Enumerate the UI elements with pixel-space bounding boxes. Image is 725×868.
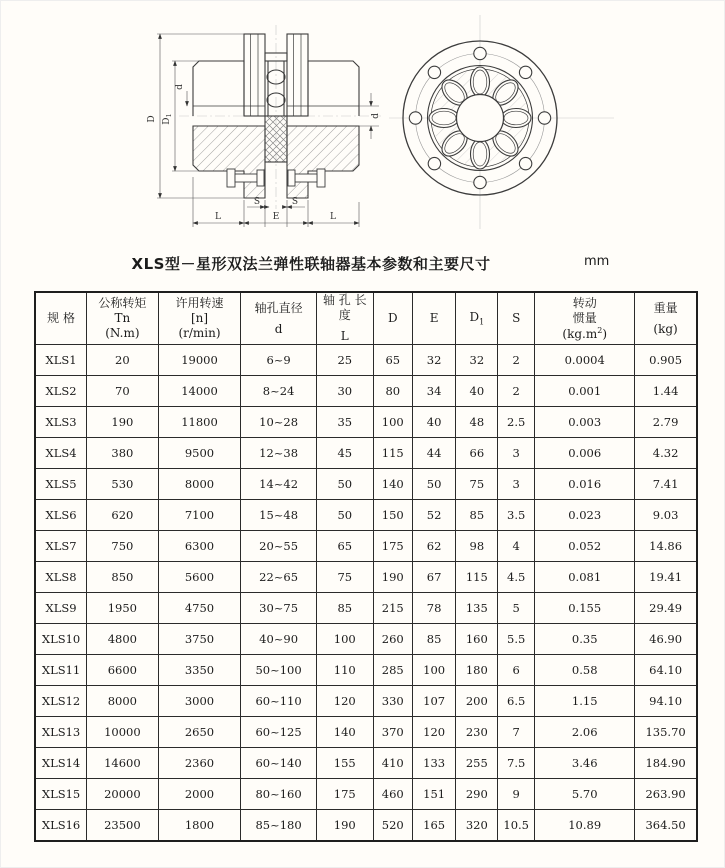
table-cell: 750: [87, 531, 158, 562]
table-row: [35, 345, 697, 376]
table-cell: 22~65: [241, 562, 316, 593]
unit-label: mm: [584, 254, 610, 269]
table-cell: 5.70: [535, 779, 635, 810]
table-row: [35, 748, 697, 779]
table-cell: 48: [456, 407, 498, 438]
table-cell: 60~140: [241, 748, 316, 779]
table-cell: 3: [498, 469, 535, 500]
table-row: [35, 717, 697, 748]
table-cell: 85: [316, 593, 373, 624]
table-cell: 3000: [158, 686, 241, 717]
table-cell: 32: [412, 345, 456, 376]
table-cell: 44: [412, 438, 456, 469]
table-cell: 32: [456, 345, 498, 376]
table-cell: 2650: [158, 717, 241, 748]
table-cell: 290: [456, 779, 498, 810]
table-cell: 7: [498, 717, 535, 748]
table-row: [35, 593, 697, 624]
table-cell: 30~75: [241, 593, 316, 624]
table-cell: 370: [373, 717, 412, 748]
table-cell: 2000: [158, 779, 241, 810]
table-cell: 140: [373, 469, 412, 500]
table-cell: 7100: [158, 500, 241, 531]
table-cell: 0.0004: [535, 345, 635, 376]
table-cell: 1800: [158, 810, 241, 842]
table-cell: 107: [412, 686, 456, 717]
table-cell: 34: [412, 376, 456, 407]
table-cell: 78: [412, 593, 456, 624]
table-cell: 50~100: [241, 655, 316, 686]
table-cell: 50: [316, 469, 373, 500]
table-cell: 120: [316, 686, 373, 717]
table-cell: 20~55: [241, 531, 316, 562]
table-cell: 60~110: [241, 686, 316, 717]
table-row: [35, 686, 697, 717]
dim-label-S-left: S: [253, 197, 261, 207]
dim-label-D1: $D_1$: [162, 113, 173, 125]
table-cell: 12~38: [241, 438, 316, 469]
table-cell: 5: [498, 593, 535, 624]
dim-label-L-right: L: [330, 212, 336, 222]
table-cell: 255: [456, 748, 498, 779]
table-row: [35, 810, 697, 842]
table-cell: 100: [373, 407, 412, 438]
title-row: [1, 253, 725, 275]
table-cell: 3.46: [535, 748, 635, 779]
table-cell: 52: [412, 500, 456, 531]
table-cell: 0.58: [535, 655, 635, 686]
table-cell: 11800: [158, 407, 241, 438]
header-weight: 重量 (kg): [635, 292, 697, 345]
table-cell: 0.35: [535, 624, 635, 655]
table-row: [35, 500, 697, 531]
table-row: [35, 655, 697, 686]
table-cell: 165: [412, 810, 456, 842]
table-cell: 2.06: [535, 717, 635, 748]
table-cell: 50: [412, 469, 456, 500]
table-cell: XLS7: [35, 531, 87, 562]
table-row: [35, 438, 697, 469]
table-cell: 45: [316, 438, 373, 469]
table-row: [35, 562, 697, 593]
table-cell: 3: [498, 438, 535, 469]
table-row: [35, 531, 697, 562]
table-cell: 263.90: [635, 779, 697, 810]
table-cell: 94.10: [635, 686, 697, 717]
table-header: [35, 292, 697, 345]
table-cell: 65: [373, 345, 412, 376]
table-cell: 9.03: [635, 500, 697, 531]
table-cell: 180: [456, 655, 498, 686]
table-cell: 110: [316, 655, 373, 686]
table-cell: 135: [456, 593, 498, 624]
table-cell: 2.79: [635, 407, 697, 438]
table-cell: 0.155: [535, 593, 635, 624]
table-cell: 460: [373, 779, 412, 810]
table-cell: 9: [498, 779, 535, 810]
table-cell: 35: [316, 407, 373, 438]
table-cell: 0.052: [535, 531, 635, 562]
dim-label-d-left: d: [175, 84, 185, 90]
table-cell: 0.003: [535, 407, 635, 438]
table-cell: 20: [87, 345, 158, 376]
table-row: [35, 779, 697, 810]
table-cell: 25: [316, 345, 373, 376]
table-row: [35, 407, 697, 438]
table-cell: 530: [87, 469, 158, 500]
bore-circle: [457, 95, 504, 142]
table-cell: 50: [316, 500, 373, 531]
table-cell: 0.023: [535, 500, 635, 531]
table-cell: 85~180: [241, 810, 316, 842]
table-cell: 6300: [158, 531, 241, 562]
table-cell: 8000: [158, 469, 241, 500]
table-cell: 184.90: [635, 748, 697, 779]
table-cell: XLS1: [35, 345, 87, 376]
table-cell: 364.50: [635, 810, 697, 842]
table-cell: 1.44: [635, 376, 697, 407]
header-D1: $D_1$: [456, 292, 498, 345]
table-cell: 4800: [87, 624, 158, 655]
table-cell: XLS4: [35, 438, 87, 469]
table-cell: 2: [498, 376, 535, 407]
table-cell: 14~42: [241, 469, 316, 500]
table-cell: 8000: [87, 686, 158, 717]
header-S: S: [498, 292, 535, 345]
table-cell: 9500: [158, 438, 241, 469]
table-cell: 40: [456, 376, 498, 407]
table-cell: 2.5: [498, 407, 535, 438]
coupling-front-view-drawing: [389, 13, 614, 231]
table-cell: 6: [498, 655, 535, 686]
header-bore-length: 轴 孔 长 度 L: [316, 292, 373, 345]
table-cell: 10~28: [241, 407, 316, 438]
table-row: [35, 624, 697, 655]
table-cell: 133: [412, 748, 456, 779]
table-cell: XLS10: [35, 624, 87, 655]
table-cell: 120: [412, 717, 456, 748]
table-cell: XLS9: [35, 593, 87, 624]
table-cell: 115: [456, 562, 498, 593]
table-cell: 60~125: [241, 717, 316, 748]
table-cell: 1950: [87, 593, 158, 624]
table-cell: 70: [87, 376, 158, 407]
table-cell: 80: [373, 376, 412, 407]
table-cell: XLS2: [35, 376, 87, 407]
table-cell: XLS5: [35, 469, 87, 500]
dim-label-D: D: [147, 115, 157, 123]
table-cell: 7.5: [498, 748, 535, 779]
table-cell: 190: [316, 810, 373, 842]
table-cell: 260: [373, 624, 412, 655]
table-cell: 14.86: [635, 531, 697, 562]
table-cell: 151: [412, 779, 456, 810]
table-cell: XLS13: [35, 717, 87, 748]
table-cell: 14600: [87, 748, 158, 779]
header-inertia: 转动 惯量 $(kg.m^2)$: [535, 292, 635, 345]
table-cell: 115: [373, 438, 412, 469]
table-cell: 65: [316, 531, 373, 562]
table-cell: 62: [412, 531, 456, 562]
table-cell: 160: [456, 624, 498, 655]
dim-label-E: E: [272, 212, 280, 222]
table-cell: 23500: [87, 810, 158, 842]
table-cell: 19000: [158, 345, 241, 376]
table-cell: 320: [456, 810, 498, 842]
table-cell: 75: [456, 469, 498, 500]
header-torque: 公称转矩 Tn (N.m): [87, 292, 158, 345]
table-cell: XLS8: [35, 562, 87, 593]
table-cell: 230: [456, 717, 498, 748]
table-cell: 80~160: [241, 779, 316, 810]
table-cell: 0.001: [535, 376, 635, 407]
page-title: XLS型－星形双法兰弹性联轴器基本参数和主要尺寸: [131, 255, 491, 273]
table-cell: 175: [373, 531, 412, 562]
table-cell: 140: [316, 717, 373, 748]
table-cell: 0.905: [635, 345, 697, 376]
table-cell: XLS11: [35, 655, 87, 686]
table-cell: 4.32: [635, 438, 697, 469]
coupling-section-svg: [119, 17, 404, 245]
table-cell: 30: [316, 376, 373, 407]
table-cell: 67: [412, 562, 456, 593]
dim-label-S-right: S: [291, 197, 299, 207]
table-cell: 1.15: [535, 686, 635, 717]
table-cell: 64.10: [635, 655, 697, 686]
table-cell: 190: [373, 562, 412, 593]
table-cell: 330: [373, 686, 412, 717]
table-cell: XLS15: [35, 779, 87, 810]
coupling-section-drawing: [119, 17, 404, 245]
table-cell: 10.5: [498, 810, 535, 842]
table-cell: 66: [456, 438, 498, 469]
coupling-front-svg: [389, 13, 614, 231]
table-cell: 410: [373, 748, 412, 779]
table-cell: 520: [373, 810, 412, 842]
table-cell: XLS14: [35, 748, 87, 779]
table-cell: 200: [456, 686, 498, 717]
table-cell: 7.41: [635, 469, 697, 500]
table-cell: 150: [373, 500, 412, 531]
table-cell: 3750: [158, 624, 241, 655]
table-cell: 0.016: [535, 469, 635, 500]
table-cell: 46.90: [635, 624, 697, 655]
table-cell: 85: [412, 624, 456, 655]
table-cell: XLS3: [35, 407, 87, 438]
table-body: [35, 345, 697, 842]
dim-label-d-right: d: [371, 113, 381, 119]
lower-half-section: [193, 116, 359, 198]
table-cell: 4: [498, 531, 535, 562]
table-cell: 155: [316, 748, 373, 779]
table-cell: 40: [412, 407, 456, 438]
header-E: E: [412, 292, 456, 345]
table-cell: 6.5: [498, 686, 535, 717]
table-cell: 620: [87, 500, 158, 531]
table-cell: 98: [456, 531, 498, 562]
table-cell: 10.89: [535, 810, 635, 842]
table-cell: 8~24: [241, 376, 316, 407]
table-cell: 5.5: [498, 624, 535, 655]
table-cell: 4750: [158, 593, 241, 624]
table-cell: 175: [316, 779, 373, 810]
table-cell: 4.5: [498, 562, 535, 593]
table-cell: 5600: [158, 562, 241, 593]
dim-label-L-left: L: [215, 212, 221, 222]
header-D: D: [373, 292, 412, 345]
table-cell: 6~9: [241, 345, 316, 376]
table-cell: 3.5: [498, 500, 535, 531]
table-cell: XLS12: [35, 686, 87, 717]
table-cell: 3350: [158, 655, 241, 686]
table-cell: 2: [498, 345, 535, 376]
table-row: [35, 376, 697, 407]
table-cell: XLS6: [35, 500, 87, 531]
table-cell: 19.41: [635, 562, 697, 593]
table-cell: 14000: [158, 376, 241, 407]
table-cell: 2360: [158, 748, 241, 779]
table-cell: 15~48: [241, 500, 316, 531]
table-cell: 10000: [87, 717, 158, 748]
table-cell: 190: [87, 407, 158, 438]
table-cell: 75: [316, 562, 373, 593]
table-cell: 215: [373, 593, 412, 624]
table-cell: 6600: [87, 655, 158, 686]
table-cell: 0.006: [535, 438, 635, 469]
table-cell: 380: [87, 438, 158, 469]
table-cell: 850: [87, 562, 158, 593]
table-cell: XLS16: [35, 810, 87, 842]
table-cell: 100: [316, 624, 373, 655]
header-speed: 许用转速 [n] (r/min): [158, 292, 241, 345]
table-cell: 29.49: [635, 593, 697, 624]
coupling-spec-table: [34, 291, 698, 842]
table-cell: 285: [373, 655, 412, 686]
table-cell: 40~90: [241, 624, 316, 655]
header-spec: 规 格: [35, 292, 87, 345]
header-bore-diameter: 轴孔直径 d: [241, 292, 316, 345]
table-row: [35, 469, 697, 500]
table-cell: 100: [412, 655, 456, 686]
table-cell: 20000: [87, 779, 158, 810]
table-cell: 0.081: [535, 562, 635, 593]
table-cell: 135.70: [635, 717, 697, 748]
table-cell: 85: [456, 500, 498, 531]
